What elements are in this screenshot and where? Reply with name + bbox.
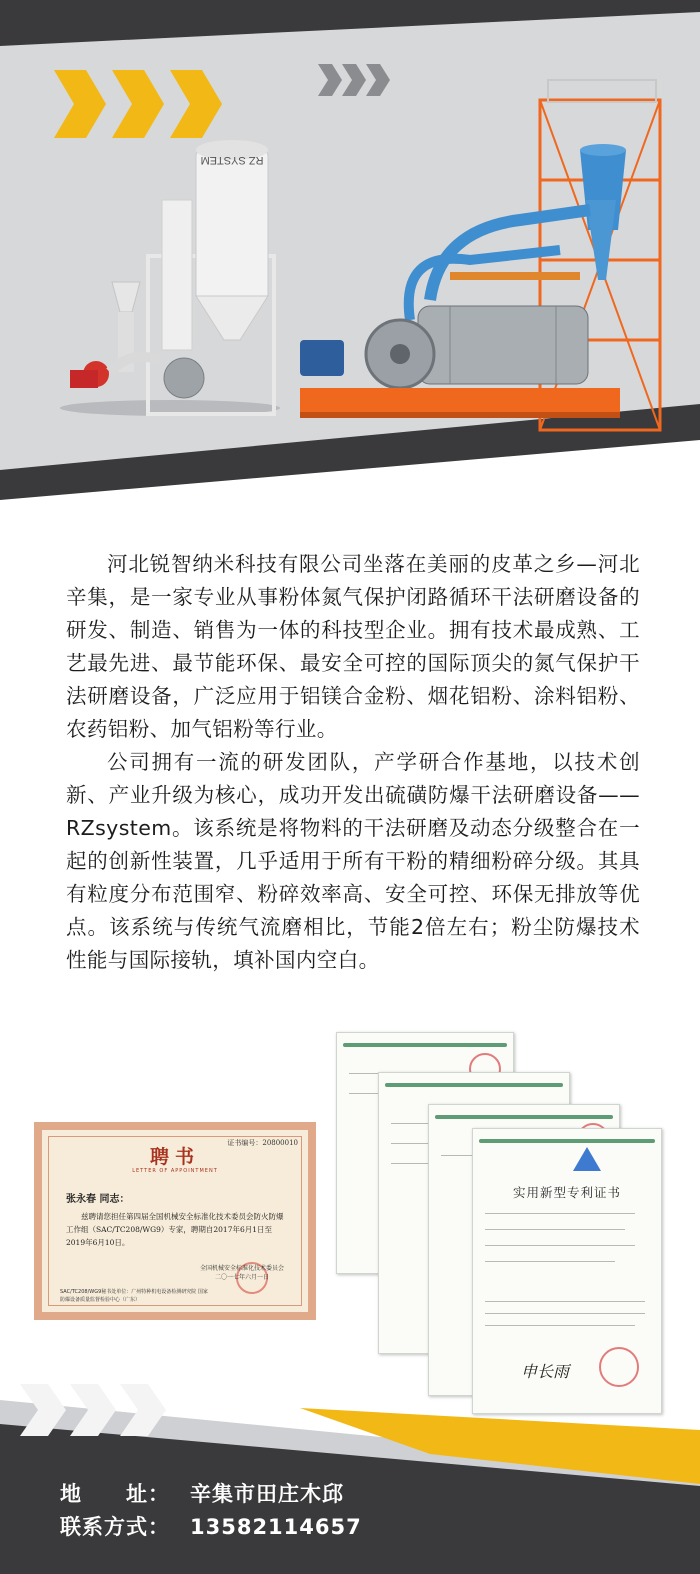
patent-title: 实用新型专利证书 (512, 1185, 621, 1200)
address-label: 地 址： (60, 1482, 170, 1506)
certificate-line (485, 1245, 635, 1246)
header-banner (0, 0, 700, 500)
certificate-line (485, 1261, 615, 1262)
grey-chevrons-icon (318, 64, 390, 96)
appointment-org (200, 1264, 284, 1282)
phone-value: 13582114657 (190, 1515, 362, 1539)
phone-row (60, 1511, 362, 1544)
patent-office-logo-icon (573, 1147, 601, 1171)
appointment-date: 二〇一七年六月一日 (214, 1274, 269, 1281)
contact-info (60, 1478, 362, 1544)
address-row (60, 1478, 362, 1511)
appointment-org-name: 全国机械安全标准化技术委员会 (199, 1265, 284, 1272)
certificate-line (485, 1325, 635, 1326)
certificate-band (385, 1083, 563, 1087)
intro-text (66, 548, 640, 977)
appointment-footer: SAC/TC208/WG9秘书处单位：广州特种机电设备检测研究院 国家防爆设备质量监督检验中心（广东） (60, 1289, 208, 1303)
certificate-line (485, 1213, 635, 1214)
phone-label: 联系方式： (60, 1515, 170, 1539)
appointment-body: 兹聘请您担任第四届全国机械安全标准化技术委员会防火防爆工作组（SAC/TC208/WG9）专家，聘期自2017年6月1日至2019年6月10日。 (66, 1212, 284, 1247)
patent-signature: 申长雨 (521, 1362, 570, 1381)
white-chevrons-icon (20, 1384, 166, 1436)
certificate-line (485, 1229, 625, 1230)
certificate-band (343, 1043, 507, 1047)
certificate-line (485, 1313, 645, 1314)
certificate-band (479, 1139, 655, 1143)
appointment-letter-image (34, 1122, 316, 1320)
appointment-subtitle: LETTER OF APPOINTMENT (132, 1168, 218, 1174)
appointment-number: 证书编号：20800010 (227, 1139, 298, 1147)
address-value: 辛集市田庄木邱 (190, 1482, 344, 1506)
intro-paragraph: 河北锐智纳米科技有限公司坐落在美丽的皮革之乡—河北辛集，是一家专业从事粉体氮气保护闭路循环干法研磨设备的研发、制造、销售为一体的科技型企业。拥有技术最成熟、工艺最先进、最节能环保、最安全可控的国际顶尖的氮气保护干法研磨设备，广泛应用于铝镁合金粉、烟花铝粉、涂料铝粉、农药铝粉、加气铝粉等行业。 (66, 552, 640, 741)
certificate-line (485, 1301, 645, 1302)
appointment-name: 张永春 同志： (66, 1194, 130, 1205)
footer-banner (0, 1380, 700, 1574)
machine-label: RZ SYSTEM (200, 154, 264, 166)
yellow-chevrons-icon (54, 70, 222, 138)
intro-paragraph: 公司拥有一流的研发团队，产学研合作基地，以技术创新、产业升级为核心，成功开发出硫磺防爆干法研磨设备——RZsystem。该系统是将物料的干法研磨及动态分级整合在一起的创新性装置，几乎适用于所有干粉的精细粉碎分级。其具有粒度分布范围窄、粉碎效率高、安全可控、环保无排放等优点。该系统与传统气流磨相比，节能2倍左右；粉尘防爆技术性能与国际接轨，填补国内空白。 (66, 750, 640, 972)
patent-certificate-front (472, 1128, 662, 1414)
appointment-title: 聘书 (149, 1146, 200, 1168)
certificate-band (435, 1115, 613, 1119)
